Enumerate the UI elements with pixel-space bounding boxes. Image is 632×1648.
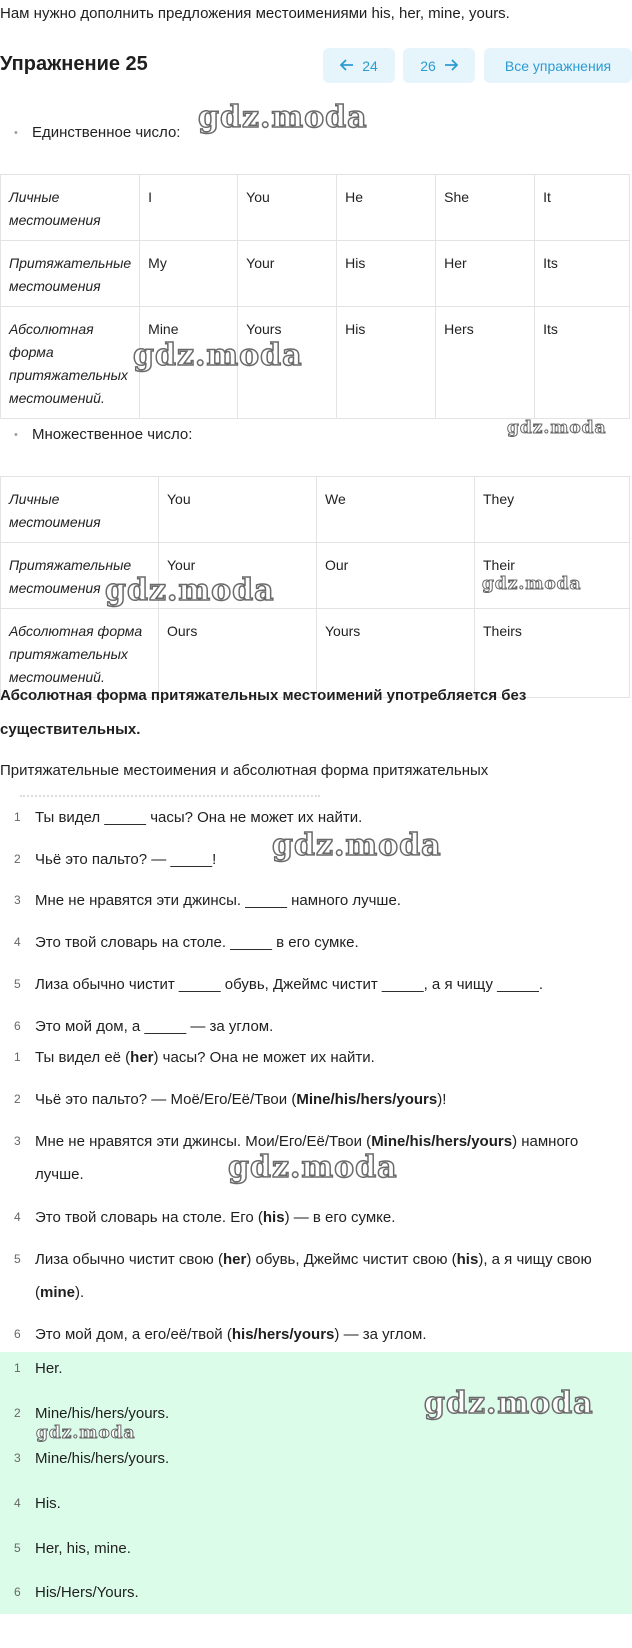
table-cell: Абсолютная форма притяжательных местоимений. (1, 307, 140, 419)
all-exercises-button[interactable] (484, 48, 632, 83)
watermark: gdz.moda (198, 100, 368, 135)
table-cell: You (238, 175, 337, 241)
table-cell: Her (436, 241, 535, 307)
table-row (1, 477, 630, 543)
table-cell: Ours (159, 609, 317, 698)
watermark: gdz.moda (105, 573, 275, 608)
table-row (1, 175, 630, 241)
table-cell: His (337, 307, 436, 419)
list-item (0, 968, 620, 1001)
list-item (0, 1318, 620, 1351)
watermark: gdz.moda (482, 574, 582, 594)
next-exercise-button[interactable] (403, 48, 475, 83)
table-cell: Абсолютная форма притяжательных местоимений. (1, 609, 159, 698)
list-item (0, 926, 620, 959)
item-text: His/Hers/Yours. (35, 1584, 139, 1601)
item-number: 5 (14, 1252, 21, 1266)
item-number: 2 (14, 1092, 21, 1106)
table-cell: Theirs (475, 609, 630, 698)
table-cell: Mine (140, 307, 238, 419)
arrow-right-icon (444, 58, 458, 74)
list-item (0, 1041, 620, 1074)
item-number: 5 (14, 1541, 21, 1555)
table-cell: Hers (436, 307, 535, 419)
list-item (0, 1352, 620, 1385)
watermark: gdz.moda (424, 1386, 594, 1421)
singular-label: • Единственное число: (14, 124, 180, 141)
item-number: 5 (14, 977, 21, 991)
table-cell: Their (475, 543, 630, 609)
item-number: 4 (14, 1496, 21, 1510)
rule-text: Притяжательные местоимения и абсолютная форма притяжательных (0, 762, 489, 779)
table-cell: Its (535, 307, 630, 419)
prev-exercise-label: 24 (362, 57, 378, 74)
watermark: gdz.moda (507, 418, 607, 438)
prev-exercise-button[interactable] (323, 48, 395, 83)
list-item (0, 1487, 620, 1520)
exercise-title: Упражнение 25 (0, 53, 148, 75)
item-number: 4 (14, 1210, 21, 1224)
list-item (0, 884, 620, 917)
table-cell: She (436, 175, 535, 241)
item-text: Это твой словарь на столе. Его (his) — в его сумке. (35, 1209, 396, 1226)
item-number: 4 (14, 935, 21, 949)
item-text: Это мой дом, а его/её/твой (his/hers/yours) — за углом. (35, 1326, 427, 1343)
item-text: Мне не нравятся эти джинсы. Мои/Его/Её/Твои (Mine/his/hers/yours) намного лучше. (35, 1133, 579, 1183)
list-item (0, 1442, 620, 1475)
table-row (1, 307, 630, 419)
item-text: Чьё это пальто? — _____! (35, 851, 217, 868)
item-text: Лиза обычно чистит свою (her) обувь, Джеймс чистит свою (his), а я чищу свою (mine). (35, 1251, 592, 1301)
item-number: 1 (14, 1050, 21, 1064)
item-text: Mine/his/hers/yours. (35, 1450, 170, 1467)
item-text: Это твой словарь на столе. _____ в его сумке. (35, 934, 359, 951)
intro-text: Нам нужно дополнить предложения местоимениями his, her, mine, yours. (0, 5, 510, 22)
list-item (0, 1243, 620, 1309)
table-cell: My (140, 241, 238, 307)
table-cell: Our (317, 543, 475, 609)
list-item (0, 1201, 620, 1234)
table-cell: It (535, 175, 630, 241)
table-row (1, 241, 630, 307)
table-cell: Yours (317, 609, 475, 698)
table-cell: Притяжательные местоимения (1, 241, 140, 307)
table-cell: Личные местоимения (1, 477, 159, 543)
item-text: Чьё это пальто? — Моё/Его/Её/Твои (Mine/his/hers/yours)! (35, 1091, 447, 1108)
item-number: 2 (14, 1406, 21, 1420)
item-number: 3 (14, 893, 21, 907)
plural-label: • Множественное число: (14, 426, 192, 443)
table-cell: Личные местоимения (1, 175, 140, 241)
table-cell: Yours (238, 307, 337, 419)
table-cell: He (337, 175, 436, 241)
watermark: gdz.moda (133, 338, 303, 373)
item-number: 3 (14, 1451, 21, 1465)
table-cell: We (317, 477, 475, 543)
item-text: Это мой дом, а _____ — за углом. (35, 1018, 274, 1035)
item-text: Mine/his/hers/yours. (35, 1405, 170, 1422)
item-number: 1 (14, 810, 21, 824)
list-item (0, 1010, 620, 1043)
watermark: gdz.moda (36, 1423, 136, 1443)
item-number: 6 (14, 1327, 21, 1341)
item-number: 6 (14, 1585, 21, 1599)
item-number: 2 (14, 852, 21, 866)
next-exercise-label: 26 (420, 57, 436, 74)
table-cell: They (475, 477, 630, 543)
item-number: 1 (14, 1361, 21, 1375)
item-text: Ты видел _____ часы? Она не может их найти. (35, 809, 363, 826)
item-text: Мне не нравятся эти джинсы. _____ намного лучше. (35, 892, 401, 909)
item-number: 3 (14, 1134, 21, 1148)
item-text: Her, his, mine. (35, 1540, 131, 1557)
table-cell: His (337, 241, 436, 307)
rule-bold-text: Абсолютная форма притяжательных местоимений употребляется без существительных. (0, 687, 527, 738)
watermark: gdz.moda (272, 828, 442, 863)
table-cell: You (159, 477, 317, 543)
list-item (0, 1576, 620, 1609)
item-number: 6 (14, 1019, 21, 1033)
table-cell: Притяжательные местоимения (1, 543, 159, 609)
list-item (0, 1532, 620, 1565)
arrow-left-icon (340, 58, 354, 74)
singular-table (0, 174, 630, 419)
item-text: Лиза обычно чистит _____ обувь, Джеймс чистит _____, а я чищу _____. (35, 976, 543, 993)
table-cell: Its (535, 241, 630, 307)
item-text: Her. (35, 1360, 63, 1377)
all-exercises-label: Все упражнения (504, 57, 612, 74)
item-text: His. (35, 1495, 61, 1512)
table-cell: I (140, 175, 238, 241)
item-text: Ты видел её (her) часы? Она не может их найти. (35, 1049, 375, 1066)
table-cell: Your (159, 543, 317, 609)
watermark: gdz.moda (228, 1150, 398, 1185)
list-item (0, 1083, 620, 1116)
table-cell: Your (238, 241, 337, 307)
